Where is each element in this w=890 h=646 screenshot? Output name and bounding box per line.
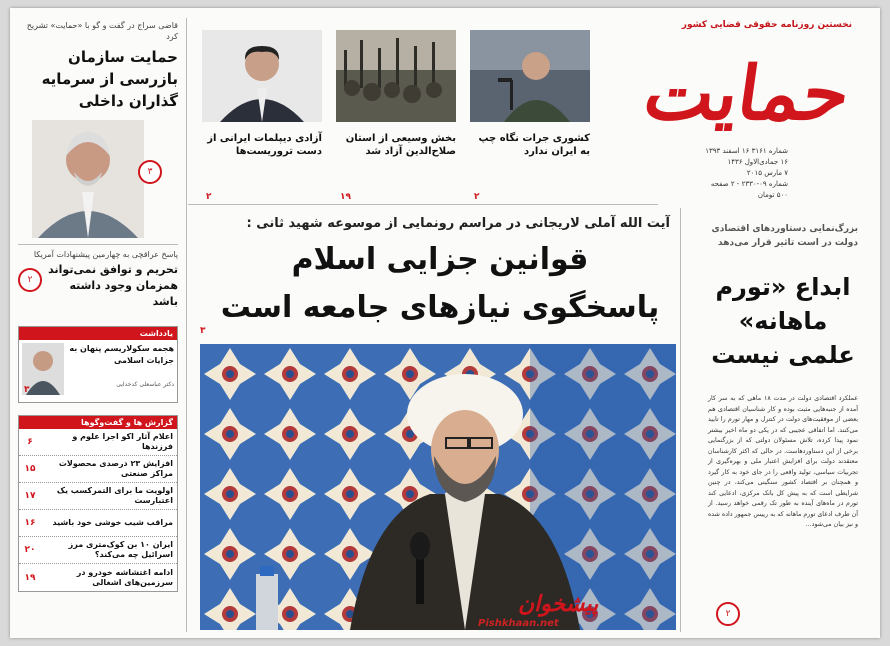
main-headline-line2: پاسخگوی نیازهای جامعه است bbox=[220, 290, 660, 325]
top-story-2-caption: بخش وسیعی از استان صلاح‌الدین آزاد شد bbox=[345, 133, 456, 157]
left-story-page-badge: ۳ bbox=[138, 160, 162, 184]
note-page: ۳ bbox=[24, 385, 30, 395]
main-photo bbox=[200, 344, 676, 630]
left-story2-headline[interactable]: تحریم و توافق نمی‌تواند همزمان وجود داشته باشد bbox=[48, 263, 178, 308]
divider bbox=[18, 244, 178, 245]
right-story-headline[interactable]: ابداع «تورم ماهانه» علمی نیست bbox=[711, 273, 855, 369]
left-story2-kicker: پاسخ عراقچی به چهارمین پیشنهادات آمریکا bbox=[33, 250, 178, 259]
note-box-title: یادداشت bbox=[19, 327, 177, 340]
report-item-page: ۱۶ bbox=[24, 518, 36, 528]
masthead bbox=[636, 18, 858, 206]
right-story-page-badge: ۲ bbox=[716, 602, 740, 626]
note-author: دکتر عباسعلی کدخدایی bbox=[116, 381, 174, 388]
main-story-kicker: آیت الله آملی لاریجانی در مراسم رونمایی از موسوعه شهید ثانی : bbox=[246, 216, 670, 231]
note-headline[interactable]: هجمه سکولاریسم پنهان به جزایات اسلامی bbox=[69, 344, 174, 365]
report-item-page: ۱۷ bbox=[24, 491, 36, 501]
cleric-speech-photo-icon bbox=[200, 344, 676, 630]
top-story-3-photo bbox=[202, 30, 322, 122]
photo-brand-mark: پیشخوان bbox=[518, 592, 599, 617]
top-story-3-caption: آزادی دیپلمات ایرانی از دست تروریست‌ها bbox=[207, 133, 322, 157]
report-item[interactable] bbox=[19, 510, 177, 537]
note-box-content bbox=[19, 340, 177, 402]
official-portrait-icon bbox=[32, 120, 144, 238]
top-story-2-photo bbox=[336, 30, 456, 122]
left-story-headline[interactable]: حمایت سازمان بازرسی از سرمایه گذاران داخلی bbox=[41, 48, 178, 110]
report-item-text: ادامه اغتشاشه خودرو در سرزمین‌های اشغالی bbox=[76, 567, 173, 587]
report-item-page: ۱۵ bbox=[24, 464, 36, 474]
report-item-text: اولویت ما برای التمرکسب یک اعتبارست bbox=[56, 486, 173, 505]
divider bbox=[680, 208, 681, 632]
top-story-1-photo bbox=[470, 30, 590, 122]
issue-line: شماره ۳۱۶۱ ۱۶ اسفند ۱۳۹۳ bbox=[705, 147, 788, 155]
main-headline-line1: قوانین جزایی اسلام bbox=[291, 242, 589, 277]
price: ۵۰۰ تومان bbox=[757, 191, 788, 199]
top-story-2-page: ۱۹ bbox=[340, 192, 351, 202]
divider bbox=[186, 18, 187, 632]
report-item[interactable] bbox=[19, 483, 177, 510]
date-gregorian: ۷ مارس ۲۰۱۵ bbox=[746, 169, 788, 177]
report-item-text: مراقب شیب خوشی خود باشید bbox=[52, 518, 173, 527]
report-item[interactable] bbox=[19, 564, 177, 591]
left-story-photo-wrap bbox=[18, 120, 178, 238]
top-story-1-caption: کشوری جرات نگاه چپ به ایران ندارد bbox=[478, 133, 590, 157]
newspaper-page bbox=[10, 8, 880, 638]
top-story-1-page: ۲ bbox=[474, 192, 480, 202]
report-item[interactable] bbox=[19, 429, 177, 456]
top-story-3-page: ۲ bbox=[206, 192, 212, 202]
left-story2-page-badge: ۲ bbox=[18, 268, 42, 292]
report-item-text: ایران ۱۰ بن کوک‌متری مرز اسرائیل چه می‌کند؟ bbox=[68, 540, 173, 559]
left-story-kicker: قاضی سراج در گفت و گو با «حمایت» تشریح کرد bbox=[26, 21, 178, 41]
reports-box-title: گزارش ها و گفت‌وگوها bbox=[19, 416, 177, 429]
main-headline-page: ۳ bbox=[200, 326, 206, 336]
top-story-3[interactable] bbox=[202, 30, 322, 202]
masthead-subtitle: نخستین روزنامه حقوقی قضایی کشور bbox=[681, 20, 852, 30]
note-box bbox=[18, 326, 178, 403]
report-item[interactable] bbox=[19, 456, 177, 483]
date-hijri: ۱۶ جمادی‌الاول ۱۴۳۶ bbox=[727, 158, 788, 166]
report-item-text: افزایش ۲۳ درصدی محصولات مراکز صنعتی bbox=[58, 459, 173, 478]
top-story-1[interactable] bbox=[470, 30, 590, 202]
divider bbox=[188, 204, 658, 205]
main-headline[interactable] bbox=[220, 236, 660, 332]
speaker-photo-icon bbox=[470, 30, 590, 122]
reports-box bbox=[18, 415, 178, 592]
report-item[interactable] bbox=[19, 537, 177, 564]
soldiers-photo-icon bbox=[336, 30, 456, 122]
top-story-2[interactable] bbox=[336, 30, 456, 202]
diplomat-photo-icon bbox=[202, 30, 322, 122]
watermark: Pishkhaan.net bbox=[478, 618, 559, 629]
report-item-page: ۱۹ bbox=[24, 572, 36, 583]
newspaper-logo[interactable]: حمایت bbox=[638, 51, 856, 137]
issue-info bbox=[668, 146, 788, 201]
right-story-body: عملکرد اقتصادی دولت در مدت ۱۸ ماهی که به سر کار آمده از جنبه‌هایی مثبت بوده و کار شناسیان اقتصادی هم بعضی از موفقیت‌های دولت در کنترل و مهار تورم را تایید می‌کنند. اما اتفاقی عجیبی که در یکی دو ماه اخیر بیشتر نمود پیدا کرده، تلاش مسئولان دولتی که از بزرگنمایی برخی از این دستاوردهاست. در حالی که اکثر کارشناسان معتقدند دولت برای افزایش اعتبار ملی و بهره‌گیری از تجربیات سیاسی، تولید واقعی را در جای خود به کار گیرد و همچنان بر اقتصاد کشور سنگینی می‌کند، در چنین شرایطی است که به پیش کل بانک مرکزی، ادعایی کند تورم در ماه‌های آینده به طور تک رقمی خواهد رسید. از آن طرف ادعای تورم ماهانه که به رییس جمهور داده شده و نیز بیان می‌شود... bbox=[708, 395, 858, 528]
right-story-kicker: بزرگ‌نمایی دستاوردهای اقتصادی دولت در است تاثیر قرار می‌دهد bbox=[711, 224, 858, 248]
report-item-page: ۶ bbox=[27, 437, 33, 447]
left-story2 bbox=[18, 262, 178, 310]
report-item-text: اعلام آثار اکو اجرا علوم و فرزندها bbox=[72, 432, 173, 451]
left-column bbox=[18, 20, 178, 592]
report-item-page: ۲۰ bbox=[24, 545, 36, 555]
issue-misc: شماره ۰۹-۲۳۳۰ - ۲ صفحه bbox=[710, 180, 788, 188]
